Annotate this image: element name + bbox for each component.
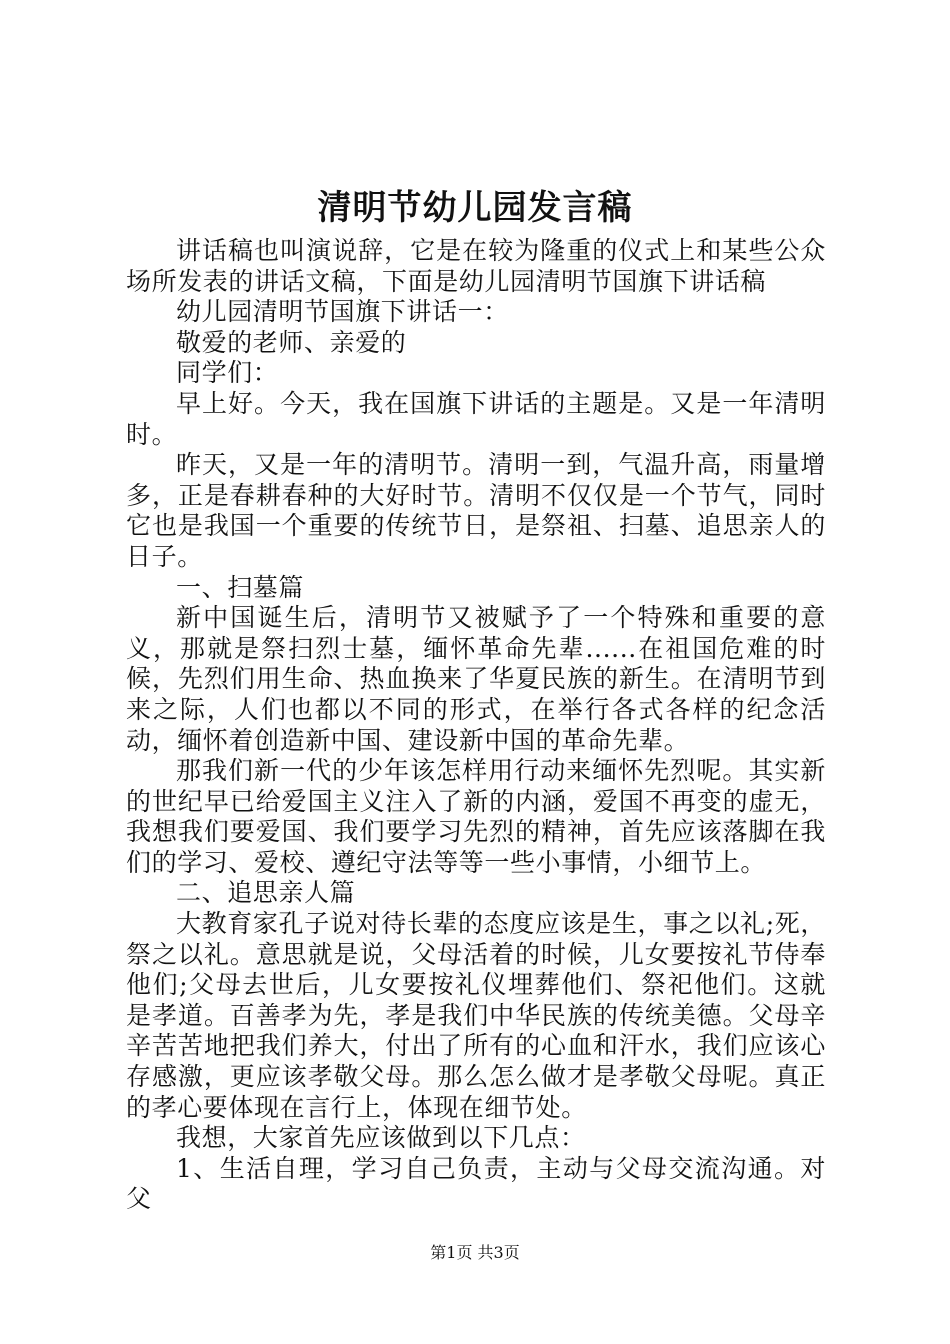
paragraph: 1、生活自理，学习自己负责，主动与父母交流沟通。对父: [126, 1153, 826, 1214]
paragraph: 讲话稿也叫演说辞，它是在较为隆重的仪式上和某些公众场所发表的讲话文稿，下面是幼儿园清明节国旗下讲话稿: [126, 236, 826, 296]
section-heading: 一、扫墓篇: [176, 572, 305, 602]
paragraph: 昨天，又是一年的清明节。清明一到，气温升高，雨量增多，正是春耕春种的大好时节。清明不仅仅是一个节气，同时它也是我国一个重要的传统节日，是祭祖、扫墓、追思亲人的日子。: [126, 450, 826, 571]
paragraph: 新中国诞生后，清明节又被赋予了一个特殊和重要的意义，那就是祭扫烈士墓，缅怀革命先辈......在祖国危难的时候，先烈们用生命、热血换来了华夏民族的新生。在清明节到来之际，人们也都以不同的形式，在举行各式各样的纪念活动，缅怀着创造新中国、建设新中国的革命先辈。: [126, 603, 826, 755]
paragraph: 那我们新一代的少年该怎样用行动来缅怀先烈呢。其实新的世纪早已给爱国主义注入了新的内涵，爱国不再变的虚无，我想我们要爱国、我们要学习先烈的精神，首先应该落脚在我们的学习、爱校、遵纪守法等等一些小事情，小细节上。: [126, 756, 826, 877]
paragraph: 我想，大家首先应该做到以下几点：: [176, 1123, 586, 1153]
paragraph: 早上好。今天，我在国旗下讲话的主题是。又是一年清明时。: [126, 388, 826, 449]
document-title: 清明节幼儿园发言稿: [317, 188, 633, 228]
paragraph: 大教育家孔子说对待长辈的态度应该是生，事之以礼;死，祭之以礼。意思就是说，父母活着的时候，儿女要按礼节侍奉他们;父母去世后，儿女要按礼仪埋葬他们、祭祀他们。这就是孝道。百善孝为先，孝是我们中华民族的传统美德。父母辛辛苦苦地把我们养大，付出了所有的心血和汗水，我们应该心存感激，更应该孝敬父母。那么怎么做才是孝敬父母呢。真正的孝心要体现在言行上，体现在细节处。: [126, 909, 826, 1122]
page-footer: 第1页 共3页: [430, 1243, 520, 1262]
paragraph: 幼儿园清明节国旗下讲话一：: [176, 297, 509, 327]
section-heading: 二、追思亲人篇: [176, 878, 356, 908]
paragraph: 同学们：: [176, 358, 279, 388]
document-body: [126, 236, 826, 1215]
paragraph: 敬爱的老师、亲爱的: [176, 327, 407, 357]
